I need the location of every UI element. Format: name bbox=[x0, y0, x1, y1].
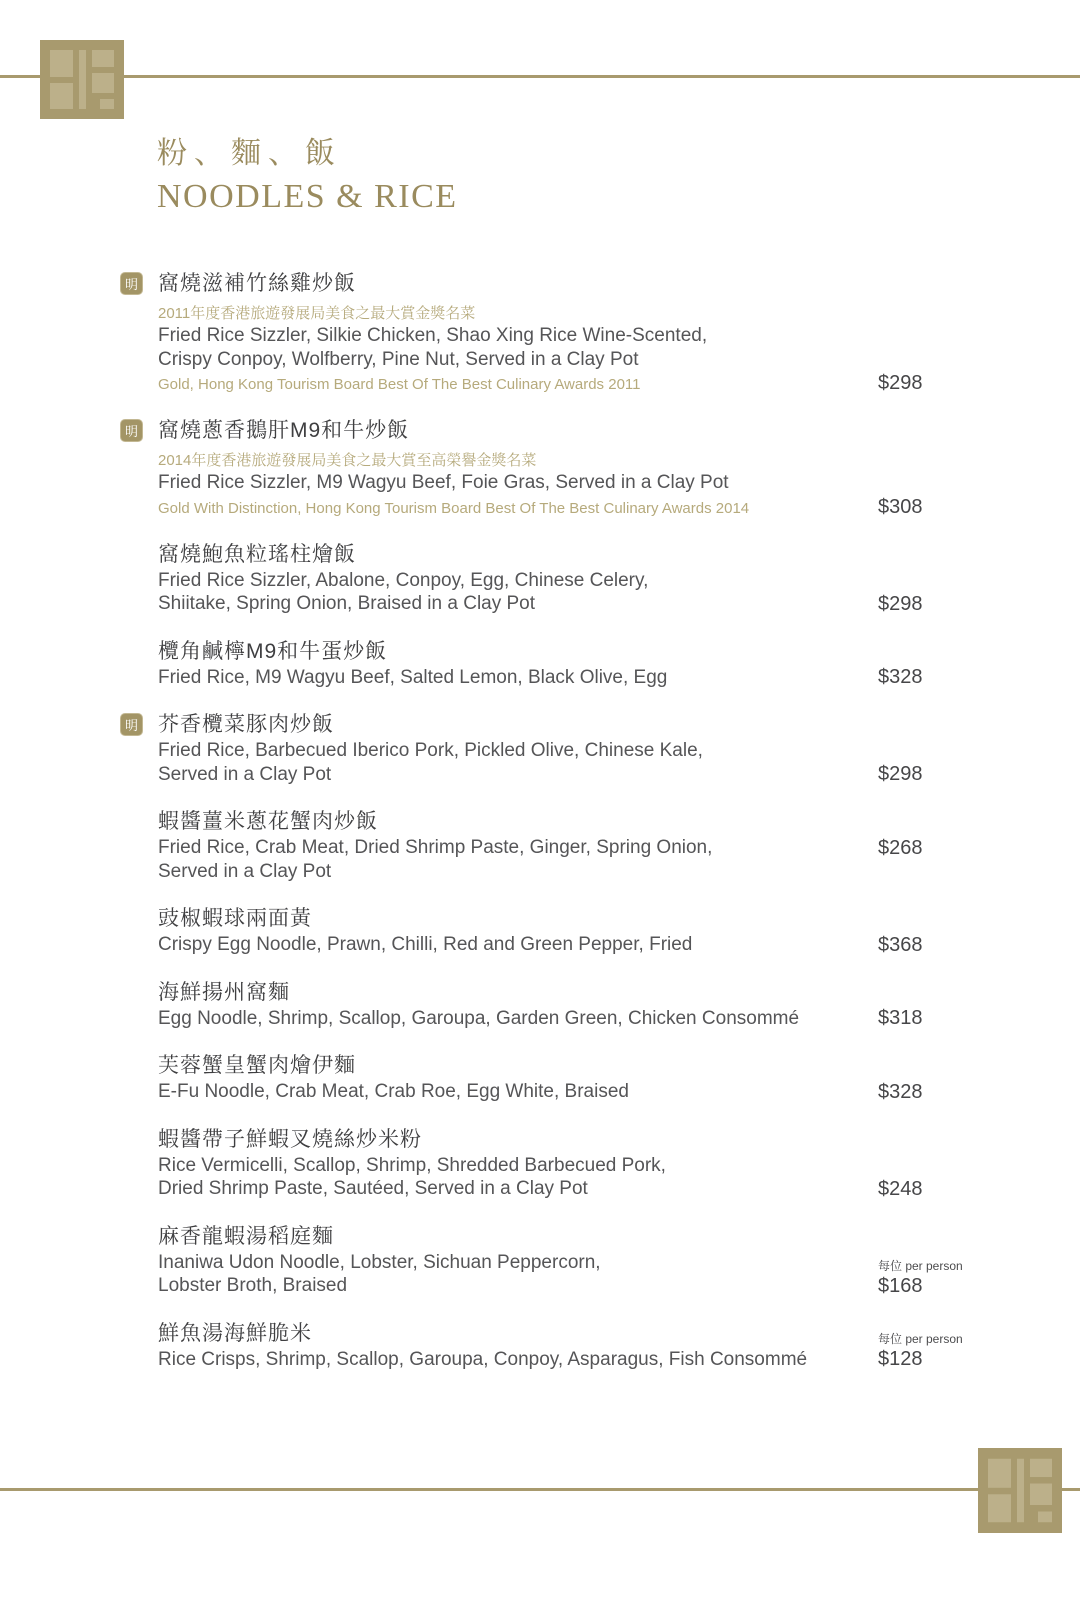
item-name-cjk: 海鮮揚州窩麵 bbox=[158, 980, 290, 1004]
item-desc-line: Crispy Egg Noodle, Prawn, Chilli, Red and Green Pepper, Fried bbox=[158, 934, 693, 955]
item-price: $328 bbox=[878, 1080, 923, 1103]
menu-item-content bbox=[158, 979, 878, 1031]
item-description bbox=[158, 666, 878, 690]
item-price: $318 bbox=[878, 1007, 923, 1029]
item-description bbox=[158, 1251, 878, 1298]
item-price: $128 bbox=[878, 1348, 923, 1370]
menu-item bbox=[120, 1223, 963, 1298]
item-price-cell bbox=[878, 1052, 960, 1104]
signature-badge-cell bbox=[120, 711, 158, 786]
bottom-divider-line bbox=[0, 1488, 1080, 1491]
item-price: $268 bbox=[878, 837, 923, 859]
item-price-cell bbox=[878, 1126, 960, 1201]
menu-item bbox=[120, 1320, 963, 1372]
item-price: $298 bbox=[878, 592, 923, 615]
item-desc-line: Served in a Clay Pot bbox=[158, 860, 332, 882]
section-title-cjk: 粉、麵、飯 bbox=[157, 137, 342, 170]
menu-item bbox=[120, 417, 960, 519]
signature-badge-cell bbox=[120, 1052, 158, 1104]
item-price-cell bbox=[878, 808, 960, 883]
menu-item bbox=[120, 1052, 960, 1104]
item-desc-line: Inaniwa Udon Noodle, Lobster, Sichuan Peppercorn, bbox=[158, 1251, 601, 1273]
signature-badge-cell bbox=[120, 541, 158, 616]
item-name-cjk: 豉椒蝦球兩面黃 bbox=[158, 907, 312, 930]
item-price: $168 bbox=[878, 1274, 923, 1297]
menu-item bbox=[120, 979, 960, 1031]
item-name-cjk: 鮮魚湯海鮮脆米 bbox=[158, 1321, 312, 1345]
item-name-cjk: 蝦醬帶子鮮蝦叉燒絲炒米粉 bbox=[158, 1127, 422, 1151]
item-price-cell bbox=[878, 905, 960, 957]
item-price-cell bbox=[878, 979, 960, 1031]
item-price-cell bbox=[878, 417, 960, 519]
signature-badge-cell bbox=[120, 808, 158, 883]
item-desc-line: Dried Shrimp Paste, Sautéed, Served in a Clay Pot bbox=[158, 1178, 588, 1199]
menu-item-content bbox=[158, 808, 878, 883]
menu-item-content bbox=[158, 905, 878, 957]
item-name-cjk: 窩燒滋補竹絲雞炒飯 bbox=[158, 272, 356, 295]
item-description bbox=[158, 1007, 878, 1031]
item-description bbox=[158, 933, 878, 957]
signature-badge-cell bbox=[120, 905, 158, 957]
item-name-cjk: 麻香龍蝦湯稻庭麵 bbox=[158, 1224, 334, 1248]
menu-item-content bbox=[158, 1052, 878, 1104]
item-price-cell bbox=[878, 1320, 963, 1372]
item-name-cjk: 芥香欖菜豚肉炒飯 bbox=[158, 713, 334, 736]
signature-badge-cell bbox=[120, 638, 158, 690]
item-description bbox=[158, 1154, 878, 1201]
item-description bbox=[158, 471, 878, 495]
item-price-cell bbox=[878, 270, 960, 395]
item-price-cell bbox=[878, 638, 960, 690]
signature-badge-cell bbox=[120, 1126, 158, 1201]
item-desc-line: Fried Rice Sizzler, Silkie Chicken, Shao Xing Rice Wine-Scented, bbox=[158, 325, 708, 346]
item-price: $248 bbox=[878, 1177, 923, 1200]
signature-badge-cell bbox=[120, 1223, 158, 1298]
item-award-note-cjk: 2014年度香港旅遊發展局美食之最大賞至高榮譽金獎名菜 bbox=[158, 452, 537, 469]
menu-item-content bbox=[158, 1223, 878, 1298]
item-name-cjk: 蝦醬薑米蔥花蟹肉炒飯 bbox=[158, 810, 378, 833]
item-price-cell bbox=[878, 1223, 963, 1298]
item-name-cjk: 窩燒蔥香鵝肝M9和牛炒飯 bbox=[158, 419, 410, 442]
item-description bbox=[158, 836, 878, 883]
item-desc-line: Fried Rice, Barbecued Iberico Pork, Pickled Olive, Chinese Kale, bbox=[158, 740, 703, 761]
item-award-note-en: Gold With Distinction, Hong Kong Tourism Board Best Of The Best Culinary Awards 2014 bbox=[158, 499, 750, 517]
item-desc-line: Fried Rice Sizzler, M9 Wagyu Beef, Foie Gras, Served in a Clay Pot bbox=[158, 472, 729, 493]
item-description bbox=[158, 324, 878, 371]
item-price: $368 bbox=[878, 933, 923, 956]
item-name-cjk: 窩燒鮑魚粒瑤柱燴飯 bbox=[158, 542, 356, 566]
menu-item bbox=[120, 638, 960, 690]
ming-signature-icon: 明 bbox=[120, 713, 143, 736]
item-desc-line: Shiitake, Spring Onion, Braised in a Clay Pot bbox=[158, 593, 536, 614]
item-desc-line: Egg Noodle, Shrimp, Scallop, Garoupa, Garden Green, Chicken Consommé bbox=[158, 1007, 800, 1029]
ming-lattice-logo-icon bbox=[40, 40, 124, 119]
ming-signature-icon: 明 bbox=[120, 272, 143, 295]
menu-item-content bbox=[158, 638, 878, 690]
item-desc-line: Fried Rice Sizzler, Abalone, Conpoy, Egg, Chinese Celery, bbox=[158, 569, 649, 591]
item-desc-line: Fried Rice, Crab Meat, Dried Shrimp Paste, Ginger, Spring Onion, bbox=[158, 837, 713, 858]
top-divider-line bbox=[0, 75, 1080, 78]
item-price-cell bbox=[878, 711, 960, 786]
menu-item bbox=[120, 808, 960, 883]
signature-badge-cell bbox=[120, 1320, 158, 1372]
ming-signature-icon: 明 bbox=[120, 419, 143, 442]
menu-item bbox=[120, 541, 960, 616]
menu-item bbox=[120, 711, 960, 786]
item-desc-line: Fried Rice, M9 Wagyu Beef, Salted Lemon, Black Olive, Egg bbox=[158, 666, 668, 688]
menu-item-content bbox=[158, 270, 878, 395]
item-award-note-en: Gold, Hong Kong Tourism Board Best Of The Best Culinary Awards 2011 bbox=[158, 376, 641, 393]
menu-items bbox=[120, 270, 963, 1393]
menu-item-content bbox=[158, 711, 878, 786]
menu-item bbox=[120, 905, 960, 957]
item-desc-line: Lobster Broth, Braised bbox=[158, 1275, 348, 1296]
item-description bbox=[158, 1348, 878, 1372]
menu-item-content bbox=[158, 1320, 878, 1372]
item-price: $298 bbox=[878, 763, 923, 785]
item-description bbox=[158, 1080, 878, 1104]
item-award-note-cjk: 2011年度香港旅遊發展局美食之最大賞金獎名菜 bbox=[158, 305, 476, 322]
item-desc-line: Crispy Conpoy, Wolfberry, Pine Nut, Served in a Clay Pot bbox=[158, 348, 639, 370]
item-price: $298 bbox=[878, 372, 923, 394]
ming-lattice-logo-icon bbox=[978, 1448, 1062, 1533]
menu-item bbox=[120, 1126, 960, 1201]
signature-badge-cell bbox=[120, 979, 158, 1031]
item-name-cjk: 芙蓉蟹皇蟹肉燴伊麵 bbox=[158, 1054, 356, 1077]
menu-item-content bbox=[158, 541, 878, 616]
item-desc-line: Rice Vermicelli, Scallop, Shrimp, Shredded Barbecued Pork, bbox=[158, 1154, 666, 1176]
item-desc-line: E-Fu Noodle, Crab Meat, Crab Roe, Egg White, Braised bbox=[158, 1081, 629, 1102]
item-price: $308 bbox=[878, 495, 923, 518]
item-price-cell bbox=[878, 541, 960, 616]
per-person-note: 每位 per person bbox=[878, 1332, 963, 1346]
item-desc-line: Served in a Clay Pot bbox=[158, 763, 332, 785]
menu-item-content bbox=[158, 1126, 878, 1201]
signature-badge-cell bbox=[120, 270, 158, 395]
per-person-note: 每位 per person bbox=[878, 1258, 963, 1273]
section-header bbox=[157, 136, 458, 217]
section-title-en: NOODLES & RICE bbox=[157, 178, 458, 215]
item-name-cjk: 欖角鹹檸M9和牛蛋炒飯 bbox=[158, 639, 388, 663]
item-description bbox=[158, 569, 878, 616]
menu-item-content bbox=[158, 417, 878, 519]
item-desc-line: Rice Crisps, Shrimp, Scallop, Garoupa, Conpoy, Asparagus, Fish Consommé bbox=[158, 1348, 808, 1370]
signature-badge-cell bbox=[120, 417, 158, 519]
item-description bbox=[158, 739, 878, 786]
item-price: $328 bbox=[878, 666, 923, 688]
menu-item bbox=[120, 270, 960, 395]
